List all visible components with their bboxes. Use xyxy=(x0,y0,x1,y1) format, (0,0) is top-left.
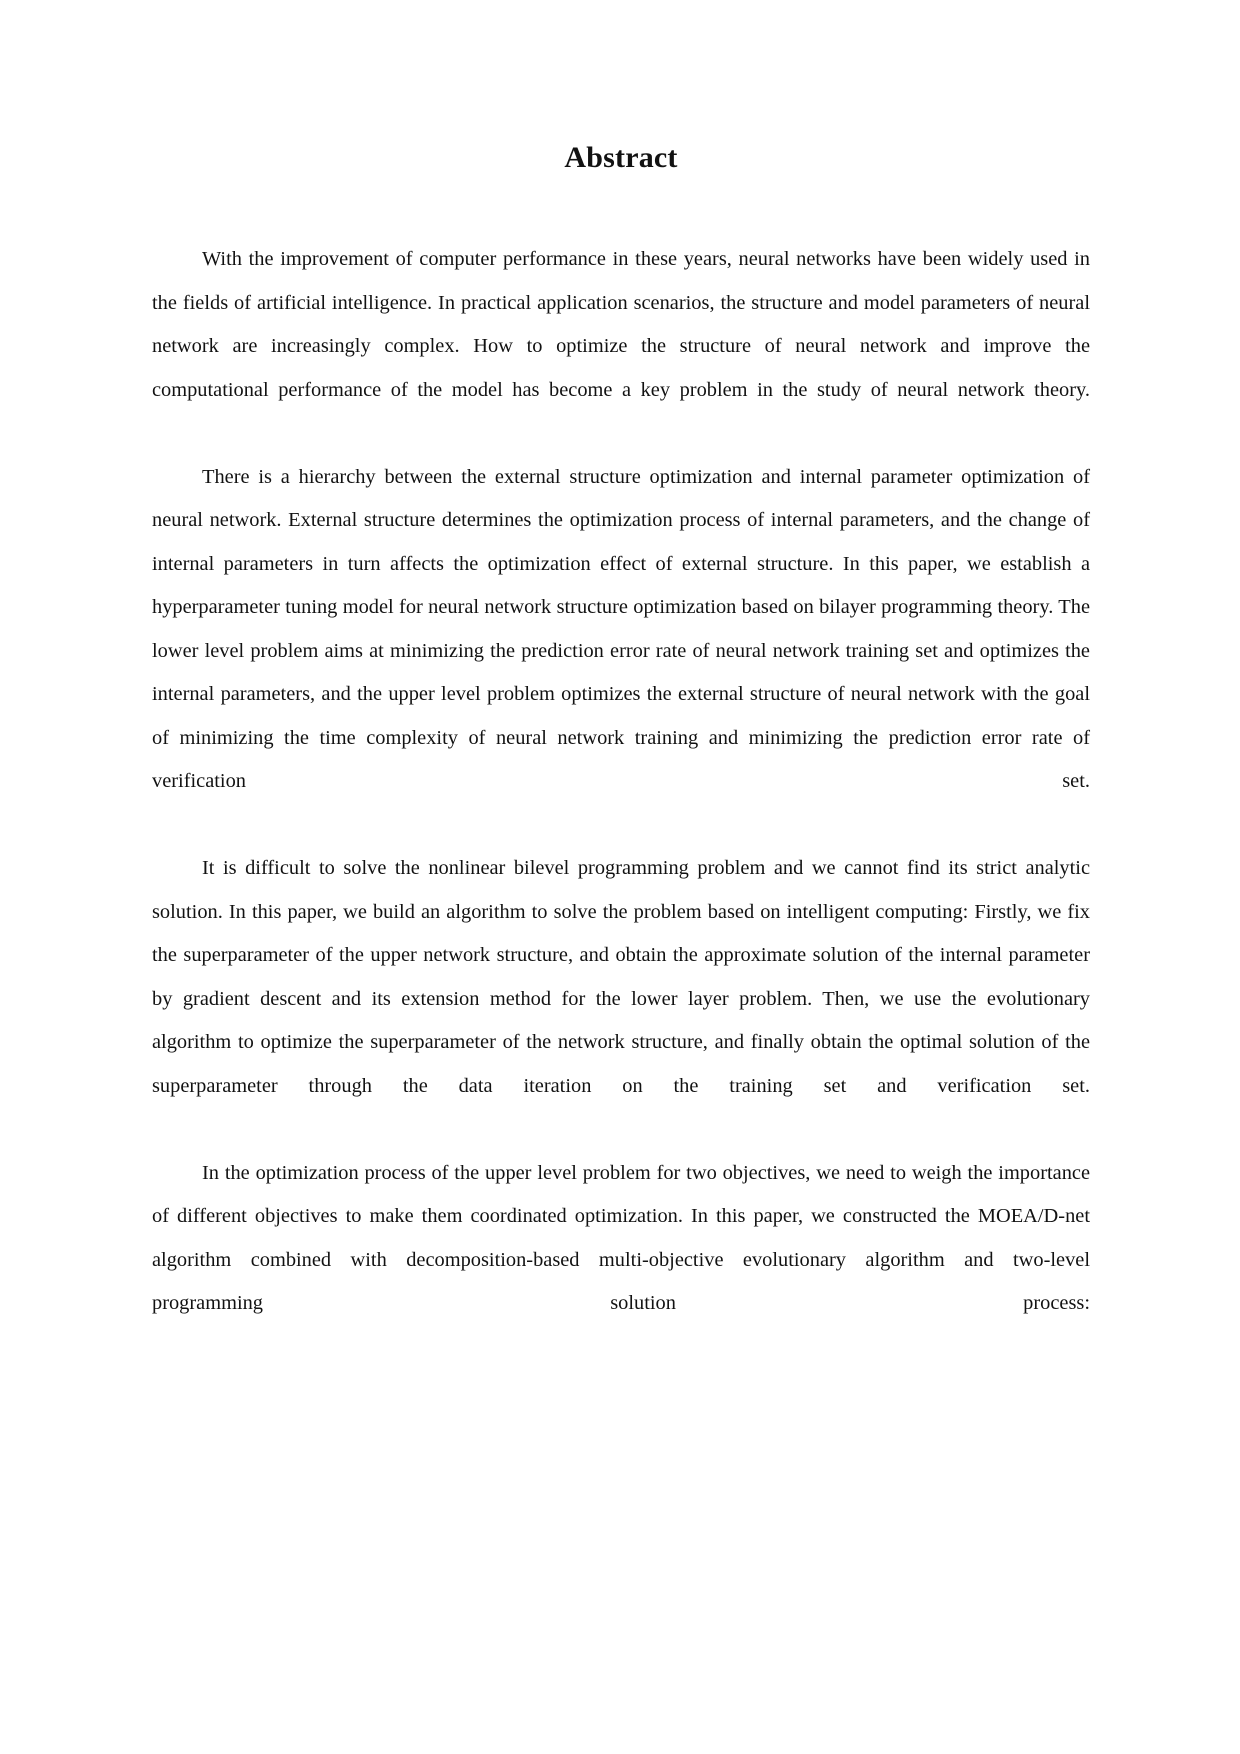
abstract-paragraph-3: It is difficult to solve the nonlinear bilevel programming problem and we cannot find its strict analytic solution. In this paper, we build an algorithm to solve the problem based on intelligent computing: Firstly, we fix the superparameter of the upper network structure, and obtain the approximate solution of the internal parameter by gradient descent and its extension method for the lower layer problem. Then, we use the evolutionary algorithm to optimize the superparameter of the network structure, and finally obtain the optimal solution of the superparameter through the data iteration on the training set and verification set. xyxy=(152,857,1090,1097)
abstract-section xyxy=(152,140,1090,1369)
abstract-paragraph-4: In the optimization process of the upper level problem for two objectives, we need to weigh the importance of different objectives to make them coordinated optimization. In this paper, we constructed the MOEA/D-net algorithm combined with decomposition-based multi-objective evolutionary algorithm and two-level programming solution process: xyxy=(152,1161,1090,1314)
abstract-paragraph-1: With the improvement of computer performance in these years, neural networks have been widely used in the fields of artificial intelligence. In practical application scenarios, the structure and model parameters of neural network are increasingly complex. How to optimize the structure of neural network and improve the computational performance of the model has become a key problem in the study of neural network theory. xyxy=(152,248,1090,401)
page-title: Abstract xyxy=(564,141,678,174)
abstract-paragraph-2: There is a hierarchy between the external structure optimization and internal parameter optimization of neural network. External structure determines the optimization process of internal parameters, and the change of internal parameters in turn affects the optimization effect of external structure. In this paper, we establish a hyperparameter tuning model for neural network structure optimization based on bilayer programming theory. The lower level problem aims at minimizing the prediction error rate of neural network training set and optimizes the internal parameters, and the upper level problem optimizes the external structure of neural network with the goal of minimizing the time complexity of neural network training and minimizing the prediction error rate of verification set. xyxy=(152,465,1090,792)
